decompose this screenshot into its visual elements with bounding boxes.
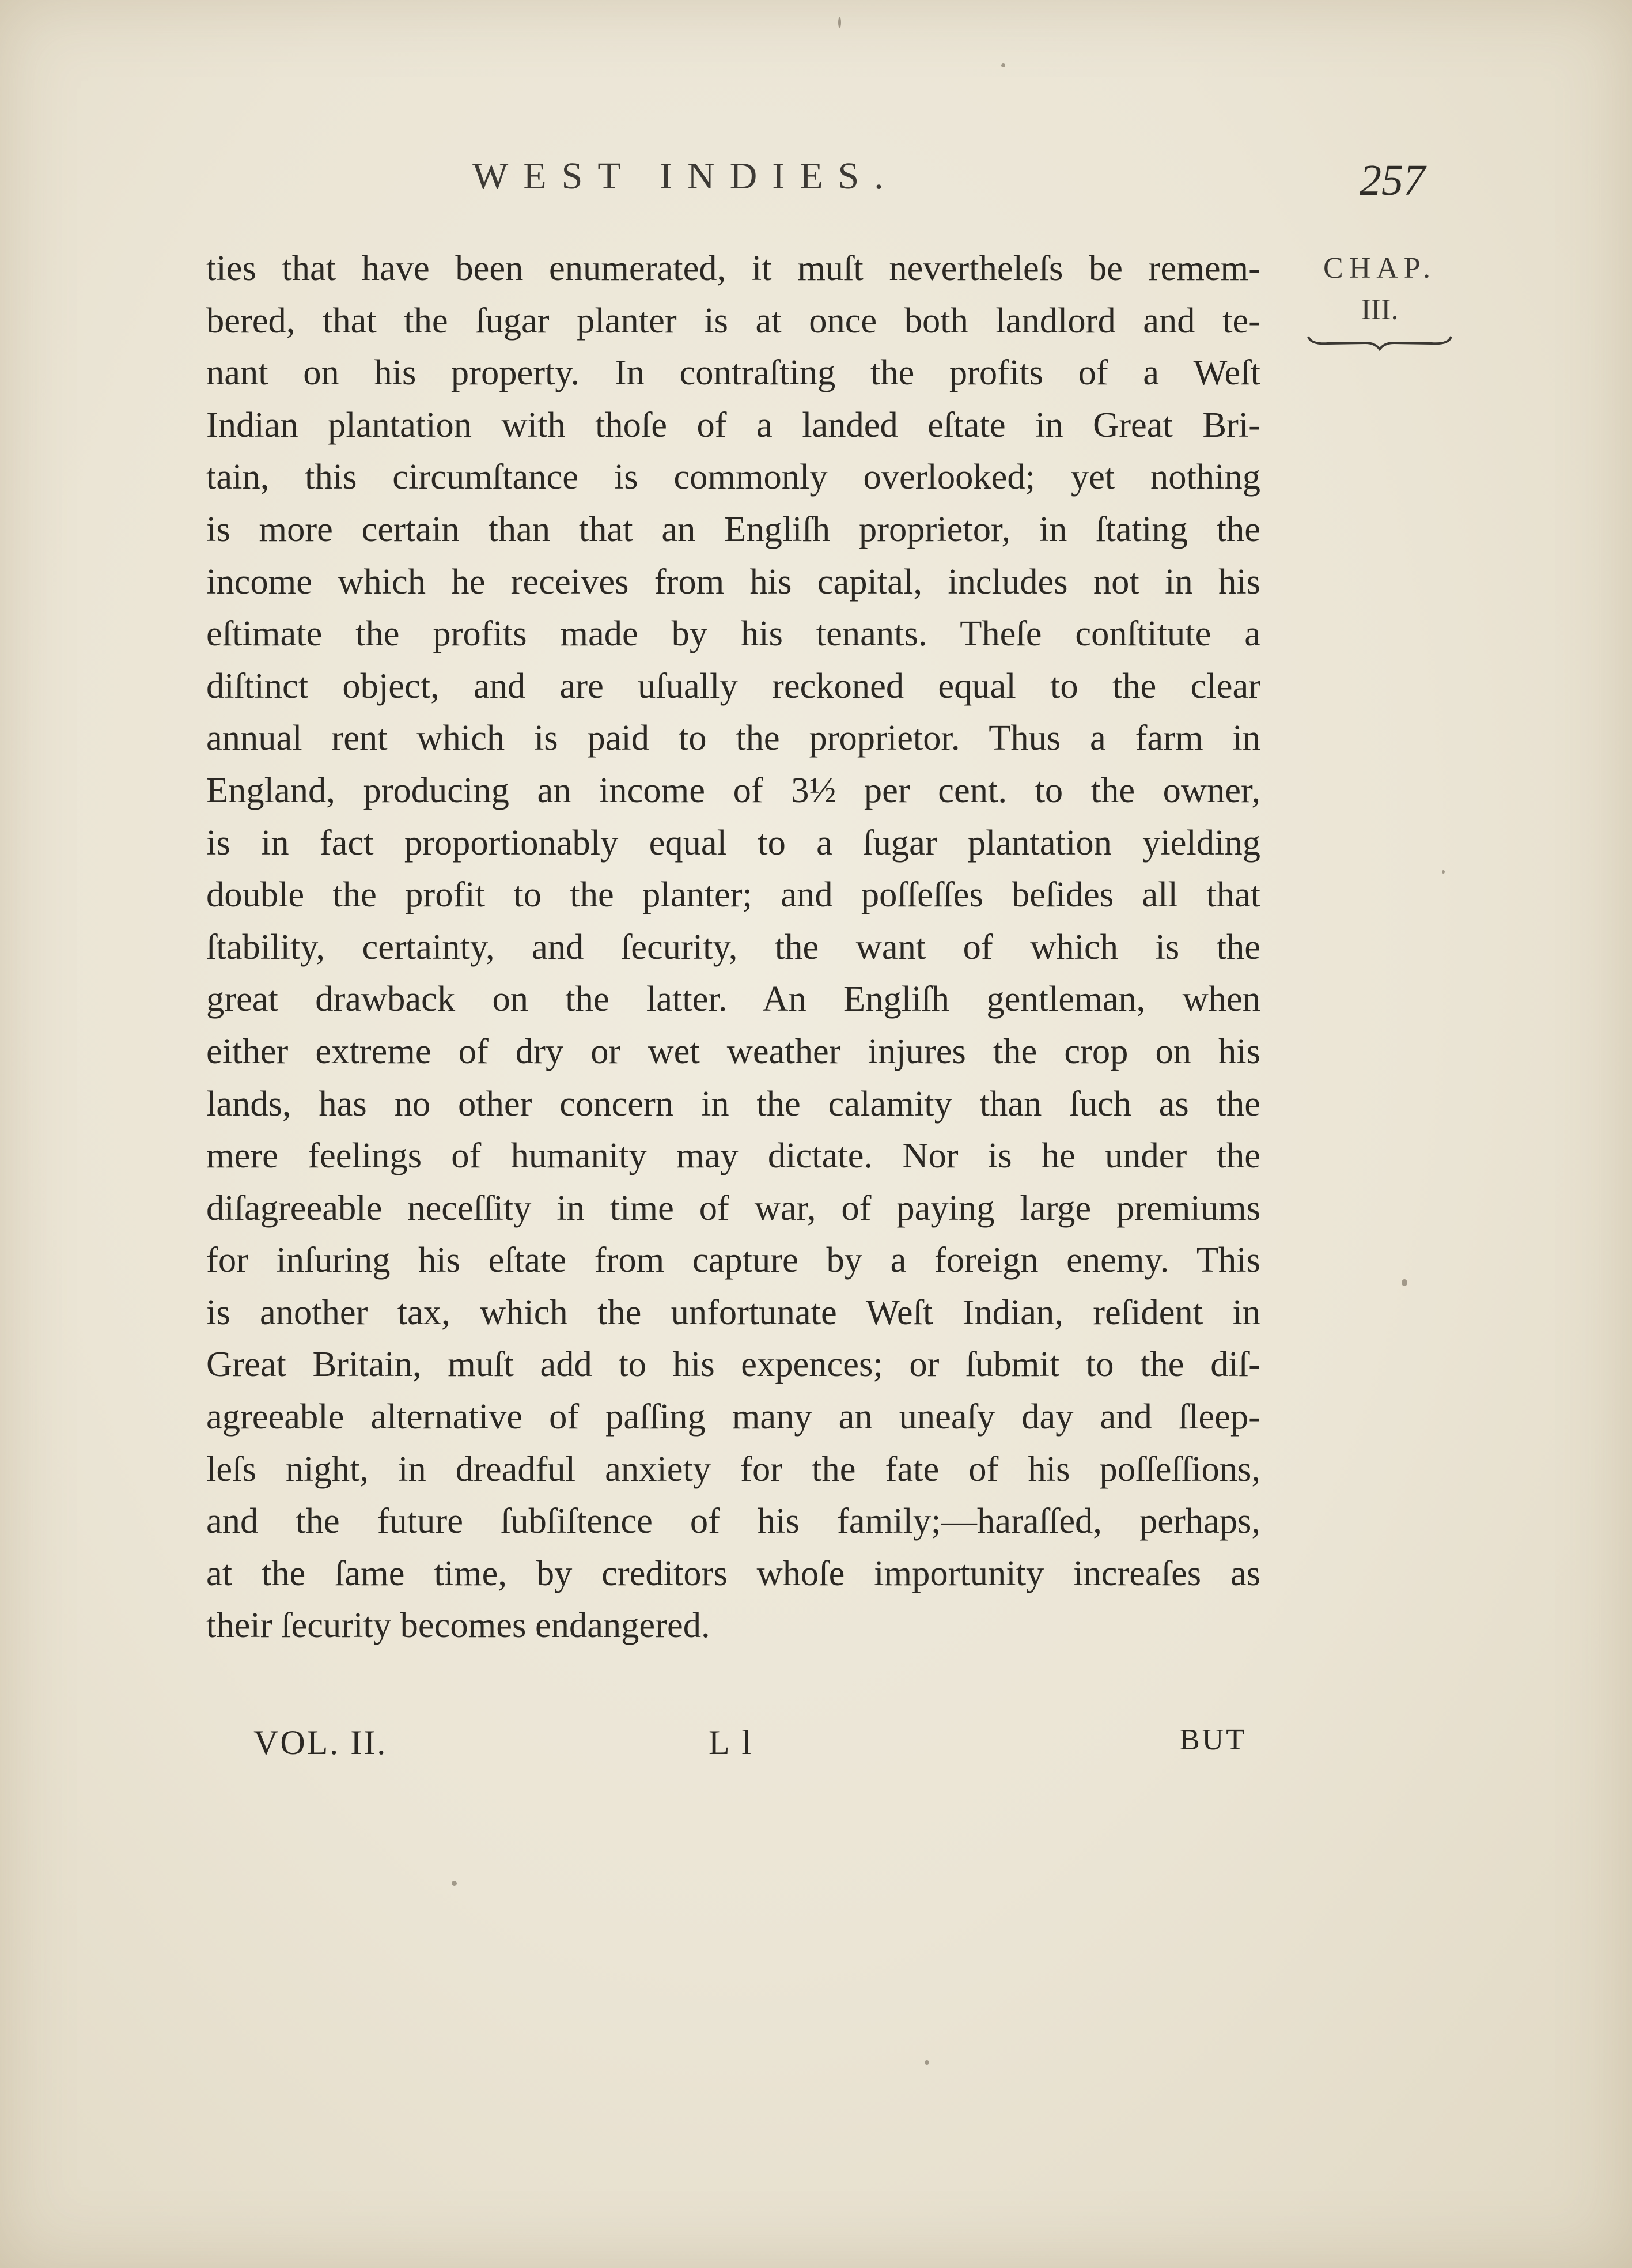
signature-mark: L l: [709, 1723, 754, 1762]
text-line: diſagreeable neceſſity in time of war, of paying large premiums: [206, 1187, 1260, 1228]
text-line: is more certain than that an Engliſh proprietor, in ſtating the: [206, 508, 1260, 549]
paper-speck: [1402, 1279, 1407, 1286]
body-text: [206, 242, 1260, 1651]
marginal-note: [1293, 248, 1466, 353]
marginal-chapter-title: CHAP.: [1323, 252, 1436, 285]
volume-label: VOL. II.: [253, 1723, 388, 1762]
text-line: England, producing an income of 3½ per cent. to the owner,: [206, 769, 1260, 810]
paper-speck: [452, 1881, 457, 1886]
text-line: mere feelings of humanity may dictate. Nor is he under the: [206, 1135, 1260, 1176]
text-line: for inſuring his eſtate from capture by a foreign enemy. This: [206, 1239, 1260, 1280]
text-line: ſtability, certainty, and ſecurity, the want of which is the: [206, 926, 1260, 967]
text-line: at the ſame time, by creditors whoſe importunity increaſes as: [206, 1552, 1260, 1593]
text-line: leſs night, in dreadful anxiety for the fate of his poſſeſſions,: [206, 1448, 1260, 1489]
paper-speck: [838, 17, 841, 28]
text-line: and the future ſubſiſtence of his family;—haraſſed, perhaps,: [206, 1500, 1260, 1541]
text-line: Indian plantation with thoſe of a landed eſtate in Great Bri-: [206, 404, 1260, 445]
text-line: bered, that the ſugar planter is at once both landlord and te-: [206, 300, 1260, 341]
text-line: lands, has no other concern in the calamity than ſuch as the: [206, 1083, 1260, 1124]
text-line: Great Britain, muſt add to his expences; or ſubmit to the diſ-: [206, 1344, 1260, 1385]
text-line: nant on his property. In contraſting the profits of a Weſt: [206, 352, 1260, 393]
paper-speck: [1001, 63, 1005, 67]
page-number: 257: [1360, 156, 1425, 205]
text-line: ties that have been enumerated, it muſt nevertheleſs be remem-: [206, 248, 1260, 288]
text-line: tain, this circumſtance is commonly overlooked; yet nothing: [206, 456, 1260, 497]
running-head: WEST INDIES.: [472, 155, 899, 197]
text-line: income which he receives from his capital, includes not in his: [206, 561, 1260, 602]
paper-speck: [1442, 870, 1445, 874]
text-line: their ſecurity becomes endangered.: [206, 1605, 710, 1646]
text-line: annual rent which is paid to the proprietor. Thus a farm in: [206, 717, 1260, 758]
text-line: agreeable alternative of paſſing many an uneaſy day and ſleep-: [206, 1396, 1260, 1437]
text-line: is in fact proportionably equal to a ſugar plantation yielding: [206, 822, 1260, 863]
text-line: either extreme of dry or wet weather injures the crop on his: [206, 1030, 1260, 1071]
text-line: great drawback on the latter. An Engliſh gentleman, when: [206, 978, 1260, 1019]
text-line: diſtinct object, and are uſually reckoned equal to the clear: [206, 665, 1260, 706]
paper-speck: [925, 2060, 929, 2065]
text-line: is another tax, which the unfortunate Weſt Indian, reſident in: [206, 1291, 1260, 1332]
text-line: eſtimate the profits made by his tenants. Theſe conſtitute a: [206, 613, 1260, 654]
marginal-chapter-number: III.: [1361, 293, 1399, 326]
brace-ornament-icon: [1305, 332, 1455, 353]
text-line: double the profit to the planter; and poſſeſſes beſides all that: [206, 874, 1260, 915]
catchword: BUT: [1180, 1723, 1247, 1756]
